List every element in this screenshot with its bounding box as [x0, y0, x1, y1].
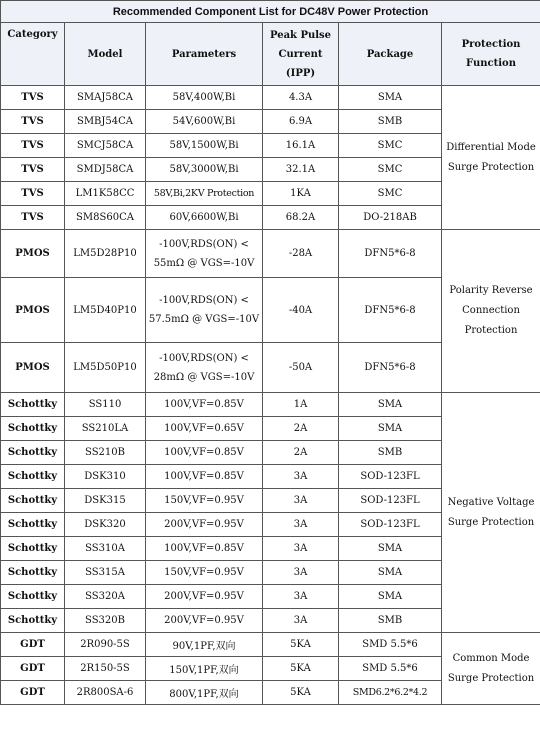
cell-package: SOD-123FL	[339, 513, 442, 537]
cell-params: 90V,1PF,双向	[146, 633, 263, 657]
cell-category: Schottky	[1, 609, 65, 633]
cell-model: 2R150-5S	[65, 657, 146, 681]
cell-model: SS210LA	[65, 417, 146, 441]
cell-params: -100V,RDS(ON) < 28mΩ @ VGS=-10V	[146, 343, 263, 393]
cell-package: SMB	[339, 609, 442, 633]
cell-params: 58V,Bi,2KV Protection	[146, 182, 263, 206]
cell-category: Schottky	[1, 393, 65, 417]
cell-package: DO-218AB	[339, 206, 442, 230]
table-title: Recommended Component List for DC48V Power Protection	[1, 1, 540, 23]
cell-model: SS310A	[65, 537, 146, 561]
cell-package: SMA	[339, 585, 442, 609]
cell-model: SS320B	[65, 609, 146, 633]
cell-category: TVS	[1, 206, 65, 230]
cell-category: Schottky	[1, 537, 65, 561]
cell-ipp: -40A	[263, 278, 339, 343]
cell-package: SMD 5.5*6	[339, 633, 442, 657]
header-model: Model	[65, 23, 146, 86]
cell-package: SMD6.2*6.2*4.2	[339, 681, 442, 705]
cell-package: DFN5*6-8	[339, 343, 442, 393]
cell-category: TVS	[1, 134, 65, 158]
cell-model: LM5D40P10	[65, 278, 146, 343]
cell-params: 58V,400W,Bi	[146, 86, 263, 110]
cell-params: -100V,RDS(ON) < 55mΩ @ VGS=-10V	[146, 230, 263, 278]
cell-ipp: 5KA	[263, 681, 339, 705]
header-category: Category	[1, 23, 65, 86]
cell-model: 2R800SA-6	[65, 681, 146, 705]
cell-params: 54V,600W,Bi	[146, 110, 263, 134]
cell-category: Schottky	[1, 585, 65, 609]
cell-category: Schottky	[1, 561, 65, 585]
cell-package: SMB	[339, 441, 442, 465]
cell-ipp: 16.1A	[263, 134, 339, 158]
cell-params: 100V,VF=0.85V	[146, 393, 263, 417]
table-row	[1, 393, 540, 417]
cell-category: TVS	[1, 110, 65, 134]
cell-ipp: 3A	[263, 465, 339, 489]
cell-ipp: 3A	[263, 609, 339, 633]
cell-ipp: 1A	[263, 393, 339, 417]
cell-params: 150V,VF=0.95V	[146, 489, 263, 513]
cell-ipp: 3A	[263, 537, 339, 561]
cell-ipp: 6.9A	[263, 110, 339, 134]
cell-ipp: 2A	[263, 417, 339, 441]
cell-model: DSK310	[65, 465, 146, 489]
cell-params: 100V,VF=0.85V	[146, 441, 263, 465]
function-negative: Negative Voltage Surge Protection	[442, 393, 540, 633]
cell-category: TVS	[1, 182, 65, 206]
function-polarity: Polarity Reverse Connection Protection	[442, 230, 540, 393]
cell-ipp: 5KA	[263, 633, 339, 657]
cell-package: SMA	[339, 393, 442, 417]
cell-ipp: 2A	[263, 441, 339, 465]
cell-category: Schottky	[1, 513, 65, 537]
cell-ipp: 68.2A	[263, 206, 339, 230]
cell-params: 60V,6600W,Bi	[146, 206, 263, 230]
cell-model: SM8S60CA	[65, 206, 146, 230]
cell-model: LM5D28P10	[65, 230, 146, 278]
cell-ipp: 3A	[263, 585, 339, 609]
cell-package: SMA	[339, 86, 442, 110]
header-function: Protection Function	[442, 23, 540, 86]
cell-params: 58V,3000W,Bi	[146, 158, 263, 182]
cell-model: 2R090-5S	[65, 633, 146, 657]
cell-ipp: 3A	[263, 513, 339, 537]
cell-params: 100V,VF=0.85V	[146, 465, 263, 489]
cell-params: 58V,1500W,Bi	[146, 134, 263, 158]
cell-model: LM5D50P10	[65, 343, 146, 393]
cell-category: GDT	[1, 657, 65, 681]
cell-model: DSK320	[65, 513, 146, 537]
function-common: Common Mode Surge Protection	[442, 633, 540, 705]
cell-category: PMOS	[1, 343, 65, 393]
table-row	[1, 633, 540, 657]
header-row	[1, 23, 540, 86]
cell-params: -100V,RDS(ON) < 57.5mΩ @ VGS=-10V	[146, 278, 263, 343]
cell-package: DFN5*6-8	[339, 230, 442, 278]
cell-category: Schottky	[1, 441, 65, 465]
cell-ipp: -50A	[263, 343, 339, 393]
cell-model: SS110	[65, 393, 146, 417]
cell-ipp: -28A	[263, 230, 339, 278]
cell-ipp: 1KA	[263, 182, 339, 206]
cell-ipp: 32.1A	[263, 158, 339, 182]
cell-category: GDT	[1, 633, 65, 657]
cell-category: Schottky	[1, 465, 65, 489]
cell-params: 100V,VF=0.85V	[146, 537, 263, 561]
cell-model: SMAJ58CA	[65, 86, 146, 110]
cell-model: LM1K58CC	[65, 182, 146, 206]
cell-package: SOD-123FL	[339, 489, 442, 513]
cell-category: PMOS	[1, 278, 65, 343]
header-parameters: Parameters	[146, 23, 263, 86]
cell-category: TVS	[1, 158, 65, 182]
cell-package: SMC	[339, 134, 442, 158]
cell-params: 200V,VF=0.95V	[146, 585, 263, 609]
cell-package: SMA	[339, 537, 442, 561]
cell-ipp: 5KA	[263, 657, 339, 681]
cell-model: SMBJ54CA	[65, 110, 146, 134]
cell-model: SS320A	[65, 585, 146, 609]
table-row	[1, 86, 540, 110]
cell-category: GDT	[1, 681, 65, 705]
cell-package: SMC	[339, 182, 442, 206]
cell-package: SMC	[339, 158, 442, 182]
cell-category: Schottky	[1, 417, 65, 441]
cell-params: 150V,VF=0.95V	[146, 561, 263, 585]
header-current: Peak Pulse Current (IPP)	[263, 23, 339, 86]
cell-model: SMDJ58CA	[65, 158, 146, 182]
cell-package: SMB	[339, 110, 442, 134]
cell-ipp: 3A	[263, 489, 339, 513]
cell-ipp: 3A	[263, 561, 339, 585]
cell-params: 150V,1PF,双向	[146, 657, 263, 681]
cell-params: 200V,VF=0.95V	[146, 513, 263, 537]
cell-model: SS315A	[65, 561, 146, 585]
cell-package: SMA	[339, 417, 442, 441]
cell-model: SMCJ58CA	[65, 134, 146, 158]
table-row	[1, 230, 540, 278]
header-package: Package	[339, 23, 442, 86]
cell-package: SMD 5.5*6	[339, 657, 442, 681]
cell-package: DFN5*6-8	[339, 278, 442, 343]
cell-category: PMOS	[1, 230, 65, 278]
cell-category: Schottky	[1, 489, 65, 513]
cell-model: DSK315	[65, 489, 146, 513]
cell-model: SS210B	[65, 441, 146, 465]
cell-package: SMA	[339, 561, 442, 585]
cell-params: 200V,VF=0.95V	[146, 609, 263, 633]
cell-ipp: 4.3A	[263, 86, 339, 110]
cell-params: 800V,1PF,双向	[146, 681, 263, 705]
cell-package: SOD-123FL	[339, 465, 442, 489]
function-differential: Differential Mode Surge Protection	[442, 86, 540, 230]
cell-params: 100V,VF=0.65V	[146, 417, 263, 441]
cell-category: TVS	[1, 86, 65, 110]
